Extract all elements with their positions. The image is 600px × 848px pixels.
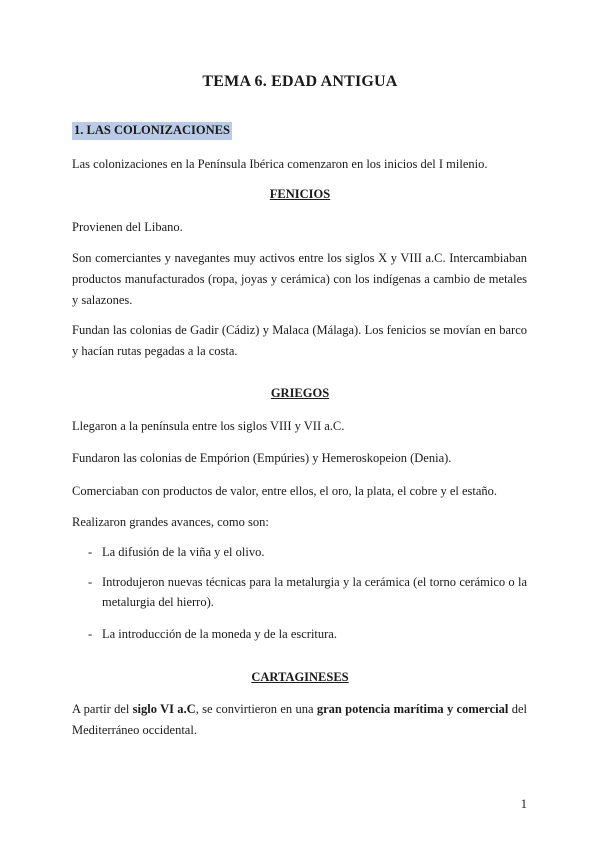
cartagineses-paragraph xyxy=(72,699,527,741)
griegos-paragraph-4: Realizaron grandes avances, como son: xyxy=(72,515,269,529)
text-run: del Mediterráneo occidental. xyxy=(72,702,527,737)
section-heading: 1. LAS COLONIZACIONES xyxy=(72,122,232,140)
list-item-text: La difusión de la viña y el olivo. xyxy=(102,545,265,559)
griegos-paragraph-2: Fundaron las colonias de Empórion (Empúries) y Hemeroskopeion (Denia). xyxy=(72,451,452,465)
list-item-text: Introdujeron nuevas técnicas para la metalurgia y la cerámica (el torno cerámico o la metalurgia del hierro). xyxy=(102,575,527,609)
intro-paragraph: Las colonizaciones en la Península Ibérica comenzaron en los inicios del I milenio. xyxy=(72,157,488,171)
list-dash: - xyxy=(88,545,93,559)
document-title: TEMA 6. EDAD ANTIGUA xyxy=(202,73,398,90)
list-dash: - xyxy=(88,627,93,641)
fenicios-paragraph-3: Fundan las colonias de Gadir (Cádiz) y Malaca (Málaga). Los fenicios se movían en barco y hacían rutas pegadas a la costa. xyxy=(72,323,527,358)
page-number: 1 xyxy=(520,797,527,811)
list-dash: - xyxy=(88,575,93,589)
fenicios-heading: FENICIOS xyxy=(269,187,331,201)
list-item-text: La introducción de la moneda y de la escritura. xyxy=(102,627,337,641)
fenicios-paragraph-2: Son comerciantes y navegantes muy activos entre los siglos X y VIII a.C. Intercambiaban productos manufacturados (ropa, joyas y cerámica) con los indígenas a cambio de metales y salazones. xyxy=(72,251,527,307)
fenicios-paragraph-1: Provienen del Libano. xyxy=(72,220,183,234)
griegos-paragraph-1: Llegaron a la península entre los siglos VIII y VII a.C. xyxy=(72,419,345,433)
text-run: A partir del xyxy=(72,702,133,716)
bold-text: gran potencia marítima y comercial xyxy=(316,702,509,716)
bold-text: siglo VI a.C xyxy=(132,702,196,716)
text-run: , se convirtieron en una xyxy=(195,702,317,716)
cartagineses-heading: CARTAGINESES xyxy=(251,670,349,684)
griegos-heading: GRIEGOS xyxy=(270,386,330,400)
griegos-paragraph-3: Comerciaban con productos de valor, entre ellos, el oro, la plata, el cobre y el estaño. xyxy=(72,484,498,498)
